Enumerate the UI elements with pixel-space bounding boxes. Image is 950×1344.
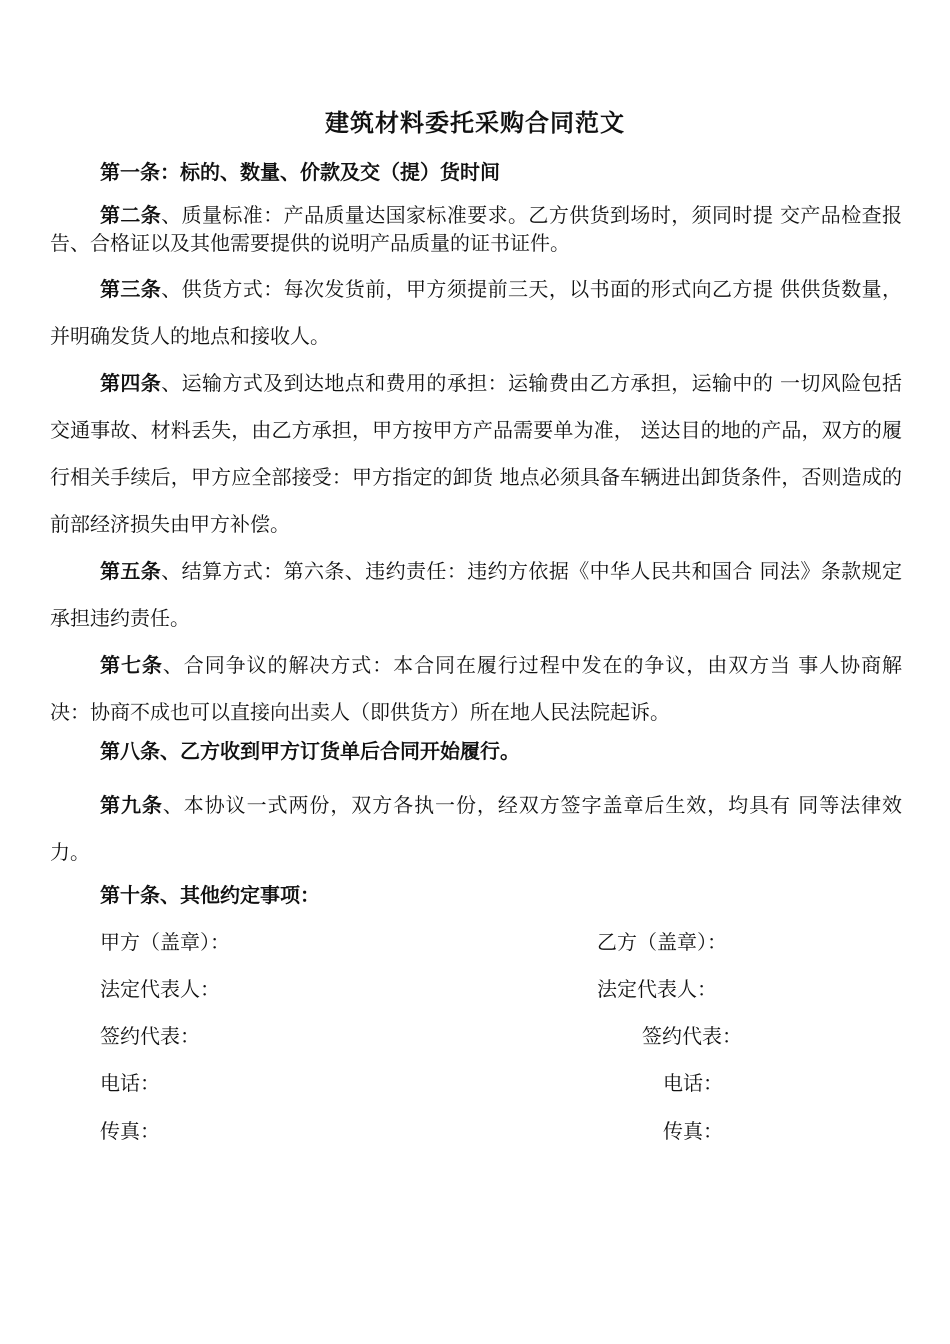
article-8: 第八条、乙方收到甲方订货单后合同开始履行。 [100,739,520,763]
article-3 [50,266,902,360]
article-text: 、本协议一式两份，双方各执一份，经双方签字盖章后生效，均具有 同等法律效力。 [50,793,903,864]
article-label: 第三条 [100,277,162,301]
article-text: 、质量标准：产品质量达国家标准要求。乙方供货到场时，须同时提 交产品检查报告、合格证以及其他需要提供的说明产品质量的证书证件。 [50,203,902,255]
article-text: 、合同争议的解决方式：本合同在履行过程中发在的争议，由双方当 事人协商解决：协商不成也可以直接向出卖人（即供货方）所在地人民法院起诉。 [50,653,903,724]
party-b-fax-label: 传真： [663,1119,723,1143]
party-a-fax-label: 传真： [100,1119,160,1143]
article-text: 、运输方式及到达地点和费用的承担：运输费由乙方承担，运输中的 一切风险包括交通事故、材料丢失，由乙方承担，甲方按甲方产品需要单为准， 送达目的地的产品，双方的履行相关手续后，甲方应全部接受：甲方指定的卸货 地点必须具备车辆进出卸货条件，否则造成的前部经济损失由甲方补偿。 [50,371,902,536]
article-label: 第四条 [100,371,162,395]
article-1: 第一条：标的、数量、价款及交（提）货时间 [100,160,500,184]
article-label: 第五条 [100,559,162,583]
party-b-legal-rep-label: 法定代表人： [597,977,717,1001]
document-title: 建筑材料委托采购合同范文 [325,108,625,137]
article-7 [50,642,902,736]
article-4 [50,360,902,548]
article-label: 第九条 [100,793,163,817]
article-2 [50,201,902,257]
article-9 [50,782,902,876]
article-text: 、结算方式：第六条、违约责任：违约方依据《中华人民共和国合 同法》条款规定承担违约责任。 [50,559,902,630]
party-b-seal-label: 乙方（盖章）： [597,930,727,954]
party-a-legal-rep-label: 法定代表人： [100,977,220,1001]
article-10: 第十条、其他约定事项： [100,883,320,907]
party-b-phone-label: 电话： [663,1071,723,1095]
party-a-seal-label: 甲方（盖章）： [100,930,230,954]
article-label: 第二条 [100,203,162,227]
party-b-signing-rep-label: 签约代表： [642,1024,742,1048]
article-5 [50,548,902,642]
article-label: 第七条 [100,653,163,677]
party-a-signing-rep-label: 签约代表： [100,1024,200,1048]
article-text: 、供货方式：每次发货前，甲方须提前三天，以书面的形式向乙方提 供供货数量，并明确发货人的地点和接收人。 [50,277,902,348]
party-a-phone-label: 电话： [100,1071,160,1095]
